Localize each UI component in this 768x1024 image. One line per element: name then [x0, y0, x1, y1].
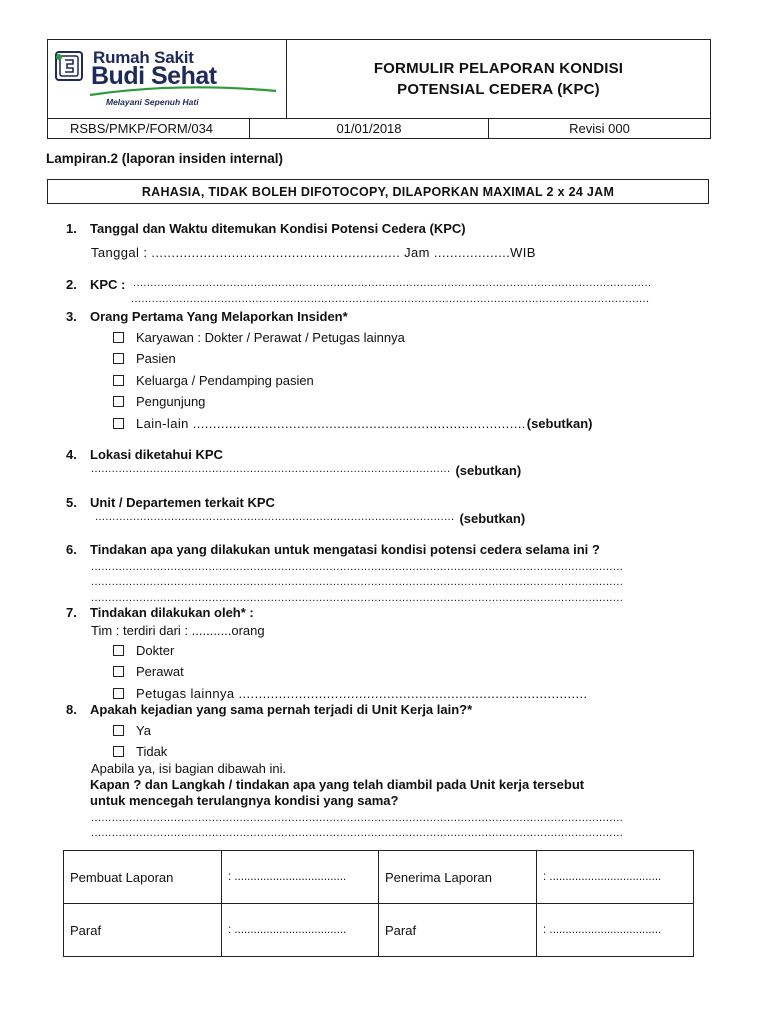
q2-number: 2.	[66, 277, 77, 292]
checkbox[interactable]	[113, 666, 124, 677]
lampiran-heading: Lampiran.2 (laporan insiden internal)	[46, 151, 284, 166]
q8-field-line1[interactable]: ..........................................................................................................................................................	[91, 812, 624, 824]
q6-field-line1[interactable]: ..........................................................................................................................................................	[91, 561, 624, 573]
q8-note: Apabila ya, isi bagian dibawah ini.	[91, 761, 287, 776]
logo-line1: Rumah Sakit	[93, 48, 194, 67]
q7-option-dokter[interactable]: Dokter	[113, 643, 174, 658]
q3-option-lain-lain[interactable]: Lain-lain ................................................................................... (sebutkan)	[113, 416, 592, 431]
q6-field-line3[interactable]: ..........................................................................................................................................................	[91, 592, 624, 604]
q7-option-perawat[interactable]: Perawat	[113, 664, 184, 679]
q3-option-karyawan[interactable]: Karyawan : Dokter / Perawat / Petugas lainnya	[113, 330, 405, 345]
table-row	[64, 851, 694, 904]
q3-label: Orang Pertama Yang Melaporkan Insiden*	[90, 309, 348, 324]
q3-option-pasien[interactable]: Pasien	[113, 351, 176, 366]
logo-line2: Budi Sehat	[91, 62, 217, 90]
checkbox[interactable]	[113, 645, 124, 656]
q1-date-time-field[interactable]: Tanggal : .............................................................. Jam ...................WIB	[91, 245, 536, 260]
q3-sebutkan: (sebutkan)	[526, 416, 593, 431]
q1-number: 1.	[66, 221, 77, 236]
penerima-laporan-field[interactable]: : ...................................	[537, 851, 694, 904]
signature-table	[63, 850, 694, 957]
pembuat-laporan-label: Pembuat Laporan	[64, 851, 222, 904]
q2-field-line1[interactable]: ......................................................................................................................................................	[133, 277, 652, 289]
logo-tagline: Melayani Sepenuh Hati	[106, 97, 199, 107]
form-title-line2: POTENSIAL CEDERA (KPC)	[397, 81, 600, 98]
q8-field-line2[interactable]: ..........................................................................................................................................................	[91, 827, 624, 839]
form-revision: Revisi 000	[569, 121, 630, 136]
paraf-pembuat-field[interactable]: : ...................................	[222, 904, 379, 957]
q4-field[interactable]: ........................................................................................................ (sebutkan)	[91, 463, 522, 478]
checkbox[interactable]	[113, 375, 124, 386]
form-date: 01/01/2018	[250, 119, 489, 138]
table-row	[64, 904, 694, 957]
q6-label: Tindakan apa yang dilakukan untuk mengatasi kondisi potensi cedera selama ini ?	[90, 542, 600, 557]
paraf-penerima-label: Paraf	[379, 904, 537, 957]
q8-label: Apakah kejadian yang sama pernah terjadi di Unit Kerja lain?*	[90, 702, 473, 717]
q2-field-line2[interactable]: ......................................................................................................................................................	[131, 293, 650, 305]
q8-followup-line2: untuk mencegah terulangnya kondisi yang sama?	[90, 793, 399, 808]
q5-field[interactable]: ........................................................................................................ (sebutkan)	[95, 511, 526, 526]
q5-number: 5.	[66, 495, 77, 510]
hospital-logo-icon	[55, 51, 83, 81]
hospital-logo	[48, 40, 287, 118]
q2-label: KPC :	[90, 277, 126, 292]
q3-number: 3.	[66, 309, 77, 324]
q4-label: Lokasi diketahui KPC	[90, 447, 223, 462]
q8-number: 8.	[66, 702, 77, 717]
form-header	[47, 39, 711, 139]
q8-option-ya[interactable]: Ya	[113, 723, 151, 738]
checkbox[interactable]	[113, 725, 124, 736]
checkbox[interactable]	[113, 418, 124, 429]
paraf-pembuat-label: Paraf	[64, 904, 222, 957]
confidential-notice: RAHASIA, TIDAK BOLEH DIFOTOCOPY, DILAPORKAN MAXIMAL 2 x 24 JAM	[47, 179, 709, 204]
form-code: RSBS/PMKP/FORM/034	[48, 119, 250, 138]
pembuat-laporan-field[interactable]: : ...................................	[222, 851, 379, 904]
checkbox[interactable]	[113, 396, 124, 407]
checkbox[interactable]	[113, 353, 124, 364]
q4-number: 4.	[66, 447, 77, 462]
q7-option-petugas-lainnya[interactable]: Petugas lainnya .......................................................................................	[113, 686, 588, 701]
q3-option-pengunjung[interactable]: Pengunjung	[113, 394, 205, 409]
logo-swoosh-graphic	[88, 84, 278, 98]
checkbox[interactable]	[113, 688, 124, 699]
q1-label: Tanggal dan Waktu ditemukan Kondisi Potensi Cedera (KPC)	[90, 221, 466, 236]
q7-team-field[interactable]: Tim : terdiri dari : ...........orang	[91, 623, 265, 638]
q6-number: 6.	[66, 542, 77, 557]
q7-label: Tindakan dilakukan oleh* :	[90, 605, 254, 620]
penerima-laporan-label: Penerima Laporan	[379, 851, 537, 904]
checkbox[interactable]	[113, 332, 124, 343]
q3-option-keluarga[interactable]: Keluarga / Pendamping pasien	[113, 373, 314, 388]
q7-number: 7.	[66, 605, 77, 620]
checkbox[interactable]	[113, 746, 124, 757]
form-title-line1: FORMULIR PELAPORAN KONDISI	[373, 60, 624, 77]
q8-option-tidak[interactable]: Tidak	[113, 744, 167, 759]
q6-field-line2[interactable]: ..........................................................................................................................................................	[91, 576, 624, 588]
q8-followup-line1: Kapan ? dan Langkah / tindakan apa yang telah diambil pada Unit kerja tersebut	[90, 777, 585, 792]
q5-label: Unit / Departemen terkait KPC	[90, 495, 275, 510]
paraf-penerima-field[interactable]: : ...................................	[537, 904, 694, 957]
form-title	[287, 40, 710, 118]
